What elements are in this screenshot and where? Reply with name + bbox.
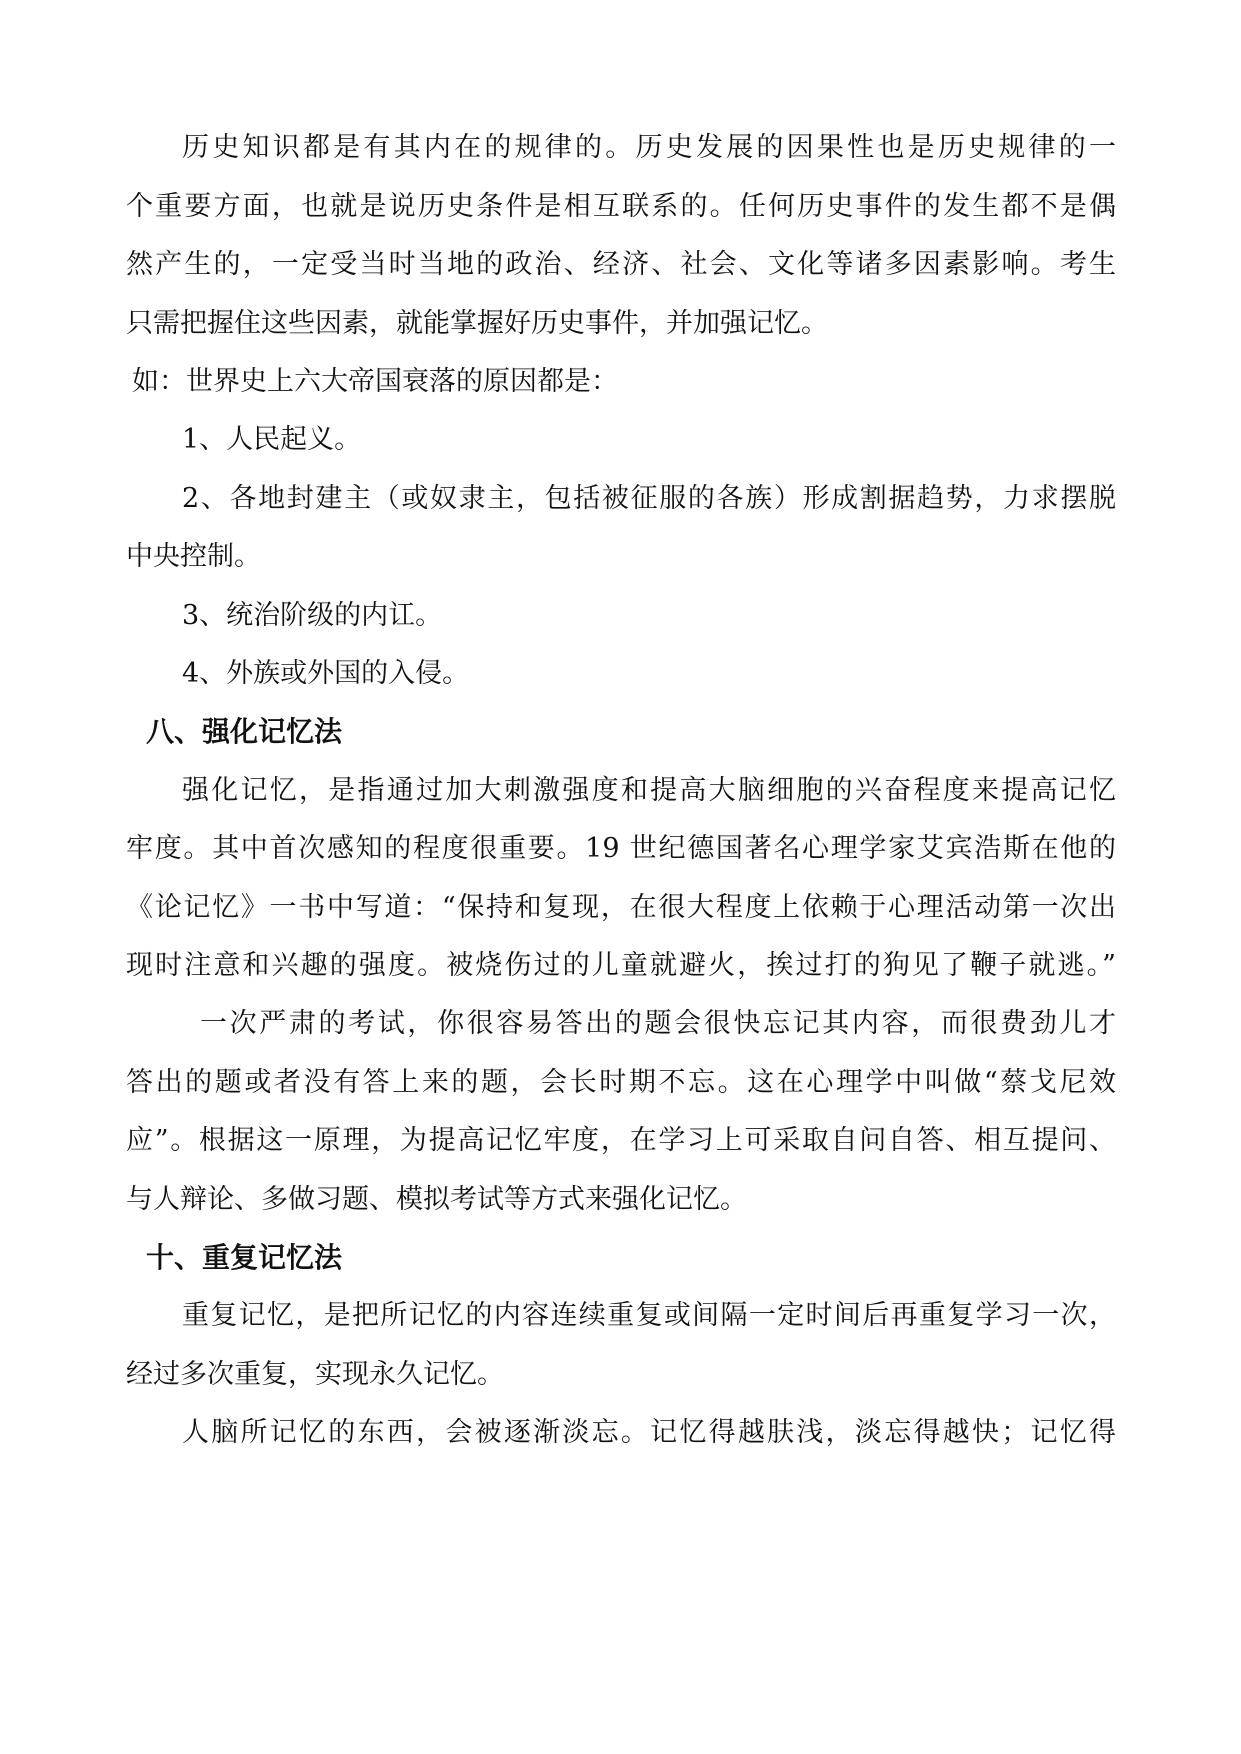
- list-item: 2、各地封建主（或奴隶主，包括被征服的各族）形成割据趋势，力求摆脱: [182, 483, 1116, 514]
- paragraph-line: 与人辩论、多做习题、模拟考试等方式来强化记忆。: [126, 1184, 747, 1215]
- example-intro: 如：世界史上六大帝国衰落的原因都是：: [132, 366, 618, 397]
- paragraph-line: 然产生的，一定受当时当地的政治、经济、社会、文化等诸多因素影响。考生: [126, 249, 1116, 280]
- paragraph-line: 个重要方面，也就是说历史条件是相互联系的。任何历史事件的发生都不是偶: [126, 191, 1116, 222]
- paragraph-line: 《论记忆》一书中写道：“保持和复现，在很大程度上依赖于心理活动第一次出: [126, 892, 1116, 923]
- paragraph-line: 答出的题或者没有答上来的题，会长时期不忘。这在心理学中叫做“蔡戈尼效: [126, 1067, 1116, 1098]
- paragraph-line: 一次严肃的考试，你很容易答出的题会很快忘记其内容，而很费劲儿才: [200, 1008, 1116, 1039]
- paragraph-line: 人脑所记忆的东西，会被逐渐淡忘。记忆得越肤浅，淡忘得越快；记忆得: [182, 1417, 1116, 1448]
- paragraph-line: 经过多次重复，实现永久记忆。: [126, 1359, 504, 1390]
- paragraph-line: 强化记忆，是指通过加大刺激强度和提高大脑细胞的兴奋程度来提高记忆: [182, 775, 1116, 806]
- section-heading: 八、强化记忆法: [146, 715, 343, 748]
- list-item-continuation: 中央控制。: [126, 541, 261, 572]
- paragraph-line: 重复记忆，是把所记忆的内容连续重复或间隔一定时间后再重复学习一次，: [182, 1300, 1116, 1331]
- paragraph-line: 牢度。其中首次感知的程度很重要。19 世纪德国著名心理学家艾宾浩斯在他的: [126, 833, 1116, 864]
- list-item: 3、统治阶级的内讧。: [182, 600, 443, 631]
- paragraph-line: 应”。根据这一原理，为提高记忆牢度，在学习上可采取自问自答、相互提问、: [126, 1125, 1116, 1156]
- list-item: 1、人民起义。: [182, 424, 362, 455]
- paragraph-line: 只需把握住这些因素，就能掌握好历史事件，并加强记忆。: [126, 308, 828, 339]
- paragraph-line: 历史知识都是有其内在的规律的。历史发展的因果性也是历史规律的一: [182, 132, 1116, 163]
- paragraph-line: 现时注意和兴趣的强度。被烧伤过的儿童就避火，挨过打的狗见了鞭子就逃。”: [126, 950, 1116, 981]
- list-item: 4、外族或外国的入侵。: [182, 658, 470, 689]
- section-heading: 十、重复记忆法: [146, 1241, 343, 1274]
